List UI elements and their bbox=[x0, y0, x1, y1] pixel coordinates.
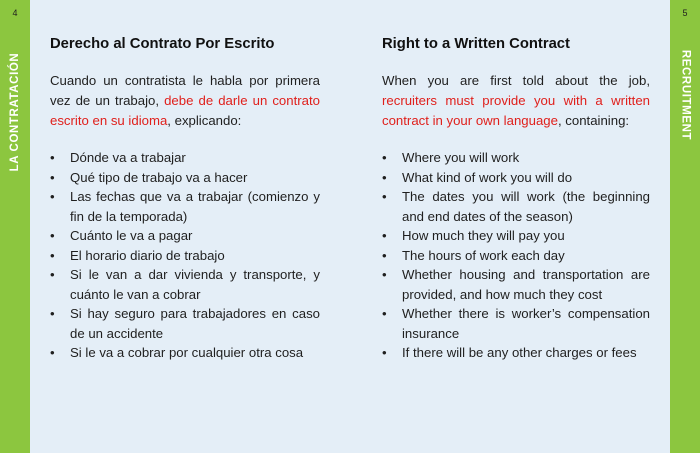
left-side-bar bbox=[0, 0, 30, 453]
right-intro-ending: , containing: bbox=[557, 113, 630, 128]
list-item: • The hours of work each day bbox=[382, 246, 650, 266]
right-page-number: 5 bbox=[682, 8, 688, 18]
list-item: • If there will be any other charges or fees bbox=[382, 343, 650, 363]
right-side-label: RECRUITMENT bbox=[679, 49, 691, 141]
list-item: • El horario diario de trabajo bbox=[50, 246, 320, 266]
right-page-content bbox=[382, 36, 650, 363]
list-item: • Si le van a dar vivienda y transporte, y cuánto le van a cobrar bbox=[50, 265, 320, 304]
list-item: • Cuánto le va a pagar bbox=[50, 226, 320, 246]
right-intro-highlight: recruiters must provide you with a written contract in your own language bbox=[382, 93, 650, 128]
right-intro-paragraph bbox=[382, 71, 650, 131]
left-intro-text: Cuando un contratista le habla por primera vez de un trabajo, bbox=[50, 73, 320, 108]
left-bullet-list bbox=[50, 148, 320, 363]
list-item: • The dates you will work (the beginning and end dates of the season) bbox=[382, 187, 650, 226]
left-intro-ending: , explicando: bbox=[167, 113, 242, 128]
right-bullet-list bbox=[382, 148, 650, 363]
left-page-number: 4 bbox=[12, 8, 18, 18]
list-item: • Whether housing and transportation are provided, and how much they cost bbox=[382, 265, 650, 304]
right-intro-text: When you are first told about the job, bbox=[382, 73, 650, 88]
list-item: • What kind of work you will do bbox=[382, 168, 650, 188]
left-intro-highlight: debe de darle un contrato escrito en su idioma bbox=[50, 93, 320, 128]
left-intro-paragraph bbox=[50, 71, 320, 131]
left-page-title: Derecho al Contrato Por Escrito bbox=[50, 36, 275, 52]
right-side-bar bbox=[670, 0, 700, 453]
list-item: • Whether there is worker’s compensation insurance bbox=[382, 304, 650, 343]
left-page-content bbox=[50, 36, 320, 363]
left-side-label: LA CONTRATACIÓN bbox=[9, 52, 21, 172]
list-item: • Si le va a cobrar por cualquier otra cosa bbox=[50, 343, 320, 363]
list-item: • Dónde va a trabajar bbox=[50, 148, 320, 168]
list-item: • Where you will work bbox=[382, 148, 650, 168]
right-page-title: Right to a Written Contract bbox=[382, 36, 570, 52]
list-item: • Si hay seguro para trabajadores en caso de un accidente bbox=[50, 304, 320, 343]
list-item: • Las fechas que va a trabajar (comienzo y fin de la temporada) bbox=[50, 187, 320, 226]
list-item: • Qué tipo de trabajo va a hacer bbox=[50, 168, 320, 188]
list-item: • How much they will pay you bbox=[382, 226, 650, 246]
